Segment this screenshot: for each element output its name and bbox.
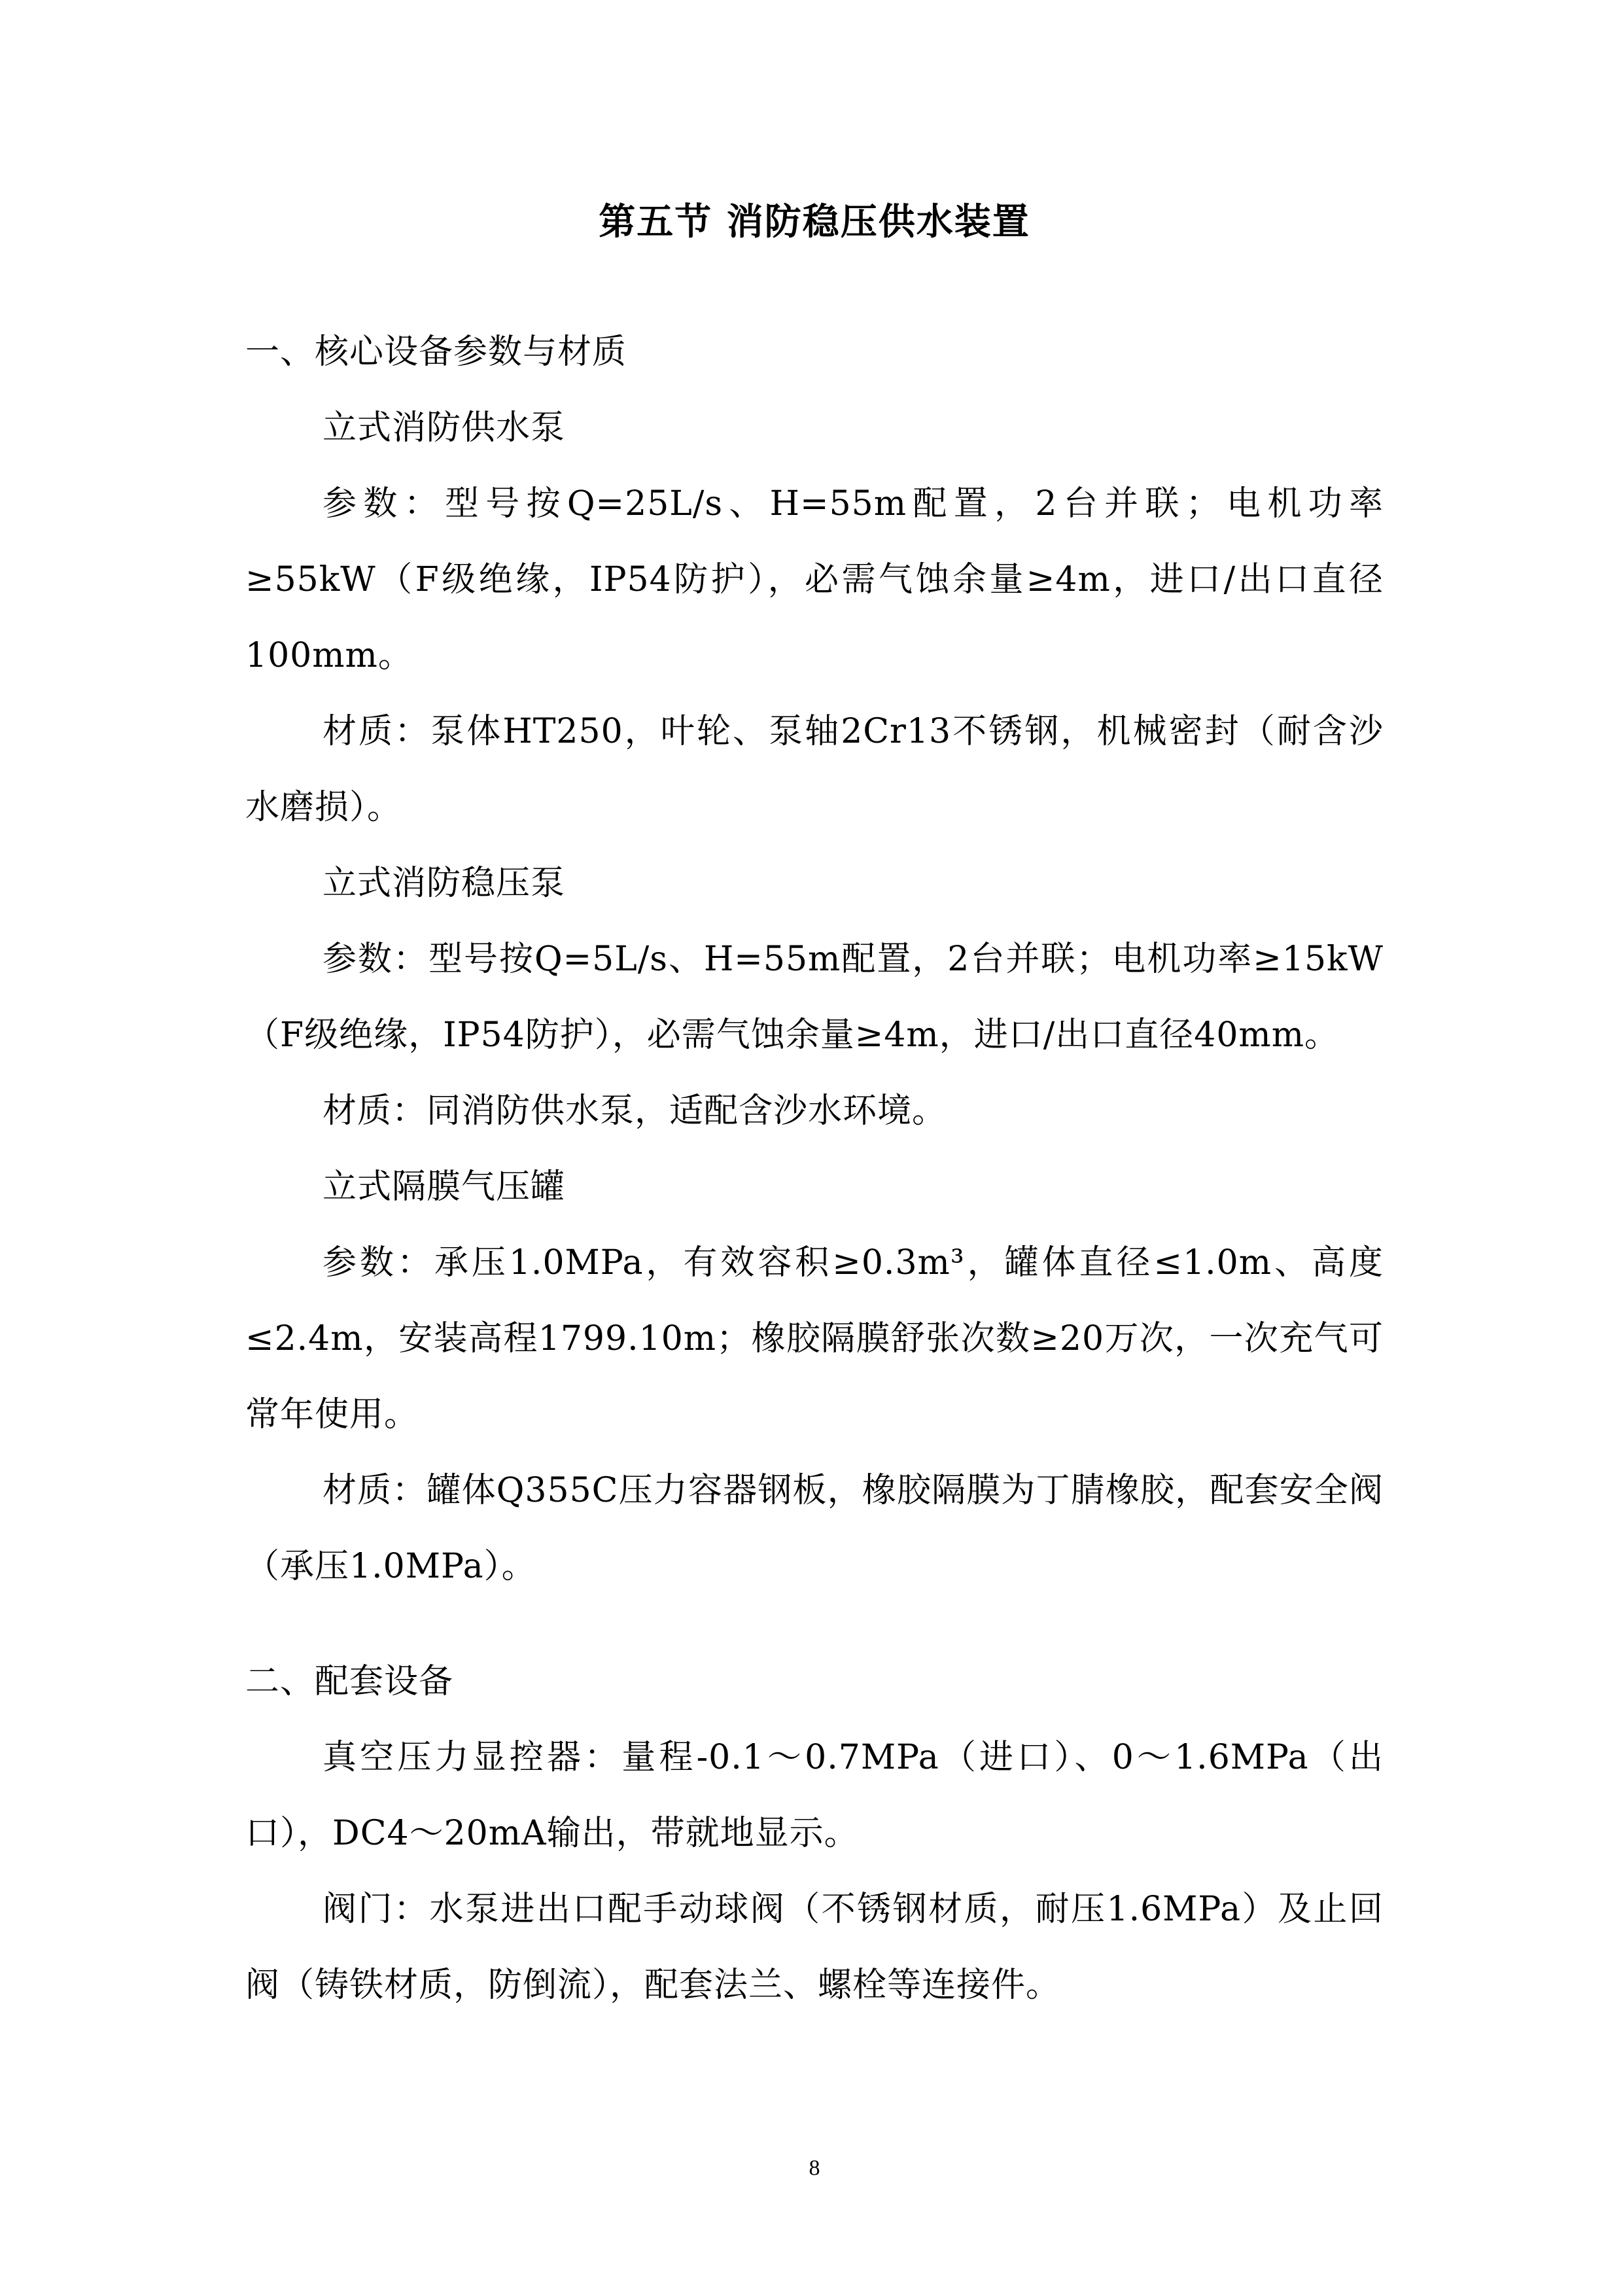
- paragraph-supply-pump-params: 参数：型号按Q=25L/s、H=55m配置，2台并联；电机功率≥55kW（F级绝缘，IP54防护），必需气蚀余量≥4m，进口/出口直径100mm。: [245, 484, 1384, 675]
- paragraph-pressure-pump-params: 参数：型号按Q=5L/s、H=55m配置，2台并联；电机功率≥15kW（F级绝缘，IP54防护），必需气蚀余量≥4m，进口/出口直径40mm。: [245, 940, 1384, 1055]
- page-title: 第五节 消防稳压供水装置: [599, 201, 1030, 243]
- paragraph-pressure-pump-material: 材质：同消防供水泵，适配含沙水环境。: [323, 1091, 947, 1131]
- document-page: [245, 0, 1384, 2296]
- subheading-fire-supply-pump: 立式消防供水泵: [323, 408, 566, 448]
- paragraph-supply-pump-material: 材质：泵体HT250，叶轮、泵轴2Cr13不锈钢，机械密封（耐含沙水磨损）。: [245, 712, 1384, 827]
- paragraph-tank-params: 参数：承压1.0MPa，有效容积≥0.3m³，罐体直径≤1.0m、高度≤2.4m，安装高程1799.10m；橡胶隔膜舒张次数≥20万次，一次充气可常年使用。: [245, 1243, 1384, 1434]
- section-heading-1: 一、核心设备参数与材质: [245, 332, 627, 372]
- page-number: 8: [809, 2156, 820, 2180]
- subheading-pressure-pump: 立式消防稳压泵: [323, 864, 566, 903]
- section-heading-2: 二、配套设备: [245, 1662, 454, 1701]
- paragraph-valves: 阀门：水泵进出口配手动球阀（不锈钢材质，耐压1.6MPa）及止回阀（铸铁材质，防倒流），配套法兰、螺栓等连接件。: [245, 1890, 1384, 2005]
- document-body: [245, 314, 1384, 2023]
- paragraph-tank-material: 材质：罐体Q355C压力容器钢板，橡胶隔膜为丁腈橡胶，配套安全阀（承压1.0MPa）。: [245, 1471, 1384, 1586]
- paragraph-pressure-controller: 真空压力显控器：量程-0.1～0.7MPa（进口）、0～1.6MPa（出口），DC4～20mA输出，带就地显示。: [245, 1738, 1384, 1853]
- subheading-diaphragm-tank: 立式隔膜气压罐: [323, 1167, 566, 1207]
